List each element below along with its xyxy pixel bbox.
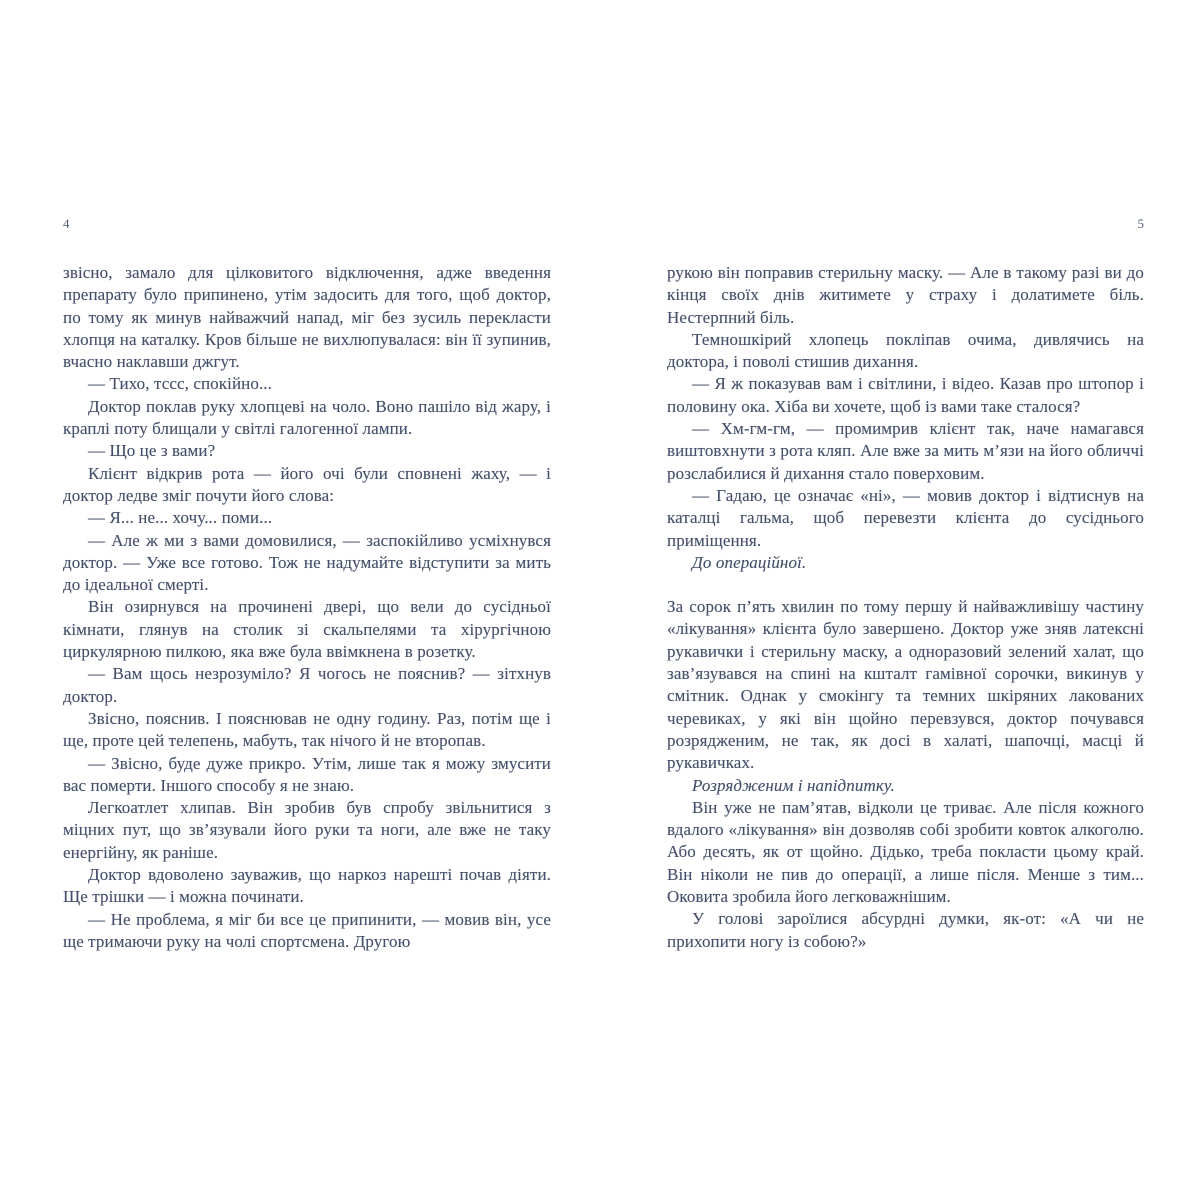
paragraph: — Хм-гм-гм, — промимрив клієнт так, наче намагався виштовхнути з рота кляп. Але вже за мить м’язи на його обличчі розслабилися й дихання стало поверховим. (667, 419, 1144, 483)
right-page-text (667, 262, 1144, 953)
paragraph: До операційної. (692, 552, 807, 572)
paragraph: — Тихо, тссс, спокійно... (88, 374, 273, 394)
left-page-number: 4 (63, 216, 70, 231)
right-page (667, 216, 1144, 953)
paragraph: Він уже не пам’ятав, відколи це триває. Але після кожного вдалого «лікування» він дозволяв собі зробити ковток алкоголю. Або десять, як от щойно. Дідько, треба покласти цьому край. Він ніколи не пив до операції, а лише після. Менше з тим... Оковита зробила його легковажнішим. (667, 797, 1144, 907)
paragraph: У голові зароїлися абсурдні думки, як-от: «А чи не прихопити ногу із собою?» (667, 909, 1144, 951)
paragraph: Легкоатлет хлипав. Він зробив був спробу звільнитися з міцних пут, що зв’язували його руки та ноги, але вже не таку енергійну, як раніше. (63, 798, 551, 862)
left-page (63, 216, 551, 953)
paragraph: звісно, замало для цілковитого відключення, адже введення препарату було припинено, утім задосить для того, щоб доктор, по тому як минув найважчий напад, міг без зусиль перекласти хлопця на каталку. Кров більше не вихлюпувалася: він її зупинив, вчасно наклавши джгут. (63, 263, 551, 372)
right-page-number: 5 (1137, 216, 1144, 231)
paragraph: Доктор поклав руку хлопцеві на чоло. Воно пашіло від жару, і краплі поту блищали у світлі галогенної лампи. (63, 396, 551, 439)
paragraph: Він озирнувся на прочинені двері, що вели до сусідньої кімнати, глянув на столик зі скальпелями та хірургічною циркулярною пилкою, яка вже була ввімкнена в розетку. (63, 597, 551, 662)
paragraph: — Звісно, буде дуже прикро. Утім, лише так я можу змусити вас померти. Іншого способу я не знаю. (63, 753, 551, 795)
paragraph: — Я... не... хочу... поми... (88, 508, 273, 528)
paragraph: Доктор вдоволено зауважив, що наркоз нарешті почав діяти. Ще трішки — і можна починати. (63, 865, 551, 907)
left-page-text (63, 262, 551, 953)
paragraph: Клієнт відкрив рота — його очі були сповнені жаху, — і доктор ледве зміг почути його слова: (63, 463, 551, 505)
paragraph: рукою він поправив стерильну маску. — Але в такому разі ви до кінця своїх днів житимете у страху і долатимете біль. Нестерпний біль. (667, 263, 1144, 327)
paragraph: — Не проблема, я міг би все це припинити, — мовив він, усе ще тримаючи руку на чолі спортсмена. Другою (63, 909, 551, 951)
paragraph: — Гадаю, це означає «ні», — мовив доктор і відтиснув на каталці гальма, щоб перевезти клієнта до сусіднього приміщення. (667, 485, 1144, 550)
paragraph: За сорок п’ять хвилин по тому першу й найважливішу частину «лікування» клієнта було завершено. Доктор уже зняв латексні рукавички і стерильну маску, а одноразовий зелений халат, що зав’язувався на спині на кшталт гамівної сорочки, викинув у смітник. Однак у смокінгу та темних шкіряних лакованих черевиках, у які він щойно перевзувся, доктор почувався розрядженим, не так, як досі в халаті, шапочці, масці й рукавичках. (667, 597, 1144, 773)
paragraph: — Але ж ми з вами домовилися, — заспокійливо усміхнувся доктор. — Уже все готово. Тож не надумайте відступити за мить до ідеальної смерті. (63, 530, 551, 595)
paragraph: — Вам щось незрозуміло? Я чогось не пояснив? — зітхнув доктор. (63, 664, 551, 706)
paragraph: — Я ж показував вам і світлини, і відео. Казав про штопор і половину ока. Хіба ви хочете, щоб із вами таке сталося? (667, 374, 1144, 416)
paragraph: — Що це з вами? (88, 441, 216, 461)
paragraph: Звісно, пояснив. І пояснював не одну годину. Раз, потім ще і ще, проте цей телепень, мабуть, так нічого й не второпав. (63, 708, 551, 751)
paragraph: Розрядженим і напідпитку. (692, 775, 895, 795)
paragraph: Темношкірий хлопець покліпав очима, дивлячись на доктора, і поволі стишив дихання. (667, 329, 1144, 372)
